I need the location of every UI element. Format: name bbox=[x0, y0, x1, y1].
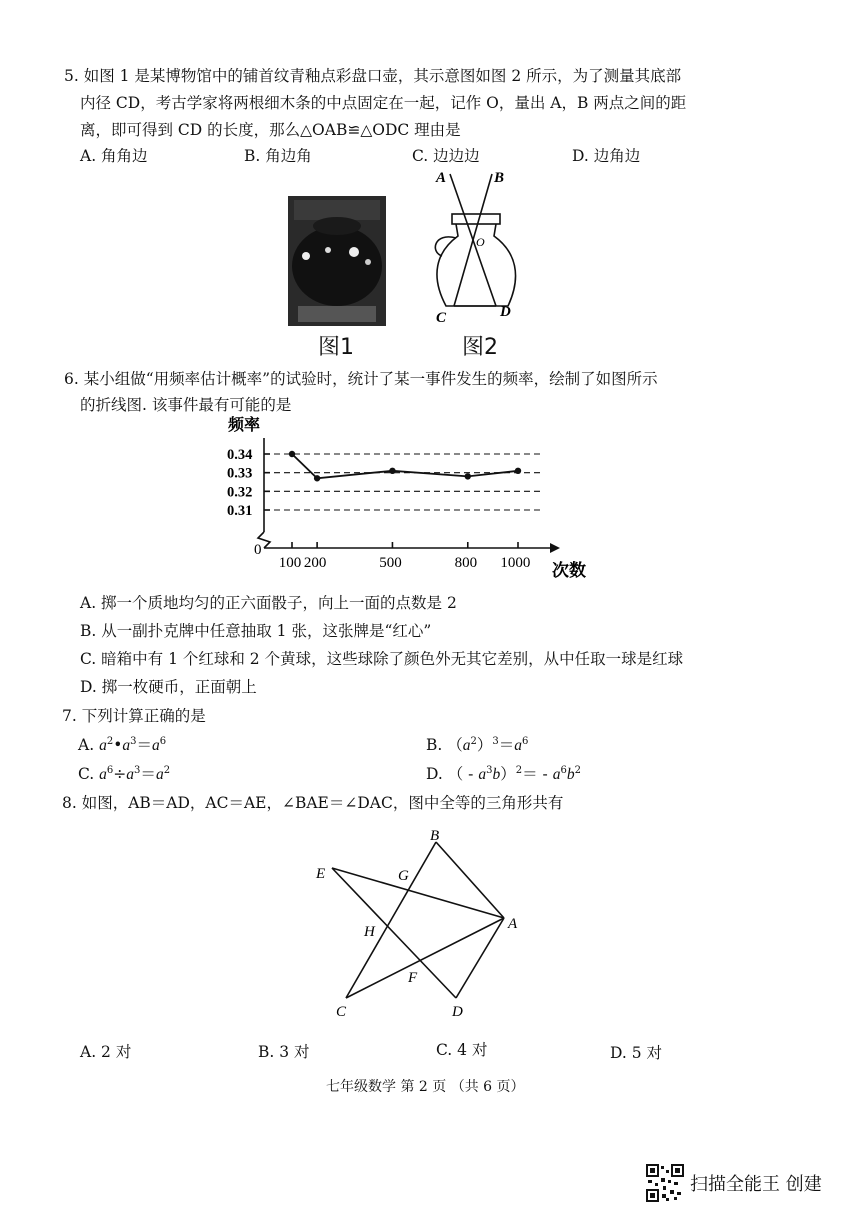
q7-option-b: B. $(a^2)^3=a^6$ bbox=[426, 735, 529, 754]
q8-option-c: C. 4 对 bbox=[436, 1041, 488, 1059]
x-tick-label-100: 100 bbox=[278, 555, 302, 571]
q5-option-a: A. 角角边 bbox=[80, 147, 148, 165]
schematic-label-o: O bbox=[476, 235, 485, 249]
fig8-label-e: E bbox=[316, 866, 326, 882]
q5-option-b: B. 角边角 bbox=[244, 147, 312, 165]
data-point-800 bbox=[465, 473, 471, 479]
page-footer: 七年级数学 第 2 页 （共 6 页） bbox=[326, 1079, 525, 1095]
chart-origin-label: 0 bbox=[254, 542, 262, 558]
fig8-label-h: H bbox=[364, 924, 375, 940]
fig8-label-c: C bbox=[336, 1004, 347, 1020]
q6-option-d: D. 掷一枚硬币，正面朝上 bbox=[80, 678, 257, 696]
schematic-label-a: A bbox=[436, 170, 447, 186]
x-tick-label-1000: 1000 bbox=[500, 555, 531, 571]
q7-option-d: D. （ - $a^3b)^2= - a^6b^2$ bbox=[426, 764, 581, 783]
fig8-label-f: F bbox=[408, 970, 418, 986]
data-point-100 bbox=[289, 451, 295, 457]
q6-stem-line-1: 6. 某小组做“用频率估计概率”的试验时，统计了某一事件发生的频率，绘制了如图所示 bbox=[64, 370, 658, 388]
q5-option-d: D. 边角边 bbox=[572, 147, 641, 165]
q5-option-c: C. 边边边 bbox=[412, 147, 480, 165]
q7-option-c: C. $a^6\div a^3=a^2$ bbox=[78, 764, 171, 783]
data-point-200 bbox=[314, 475, 320, 481]
x-tick-label-500: 500 bbox=[379, 555, 402, 571]
q6-stem-line-2: 的折线图. 该事件最有可能的是 bbox=[80, 396, 292, 414]
q5-stem-line-1: 5. 如图 1 是某博物馆中的铺首纹青釉点彩盘口壶，其示意图如图 2 所示，为了测量其底部 bbox=[64, 67, 682, 85]
x-tick-label-800: 800 bbox=[454, 555, 478, 571]
pot-schematic bbox=[416, 166, 536, 326]
q5-stem-line-2: 内径 CD，考古学家将两根细木条的中点固定在一起，记作 O，量出 A，B 两点之间的距 bbox=[80, 94, 687, 112]
data-point-500 bbox=[389, 468, 395, 474]
q5-stem-line-3: 离，即可得到 CD 的长度，那么△OAB≌△ODC 理由是 bbox=[80, 121, 461, 139]
y-tick-label-0.31: 0.31 bbox=[227, 503, 253, 519]
frequency-line-chart bbox=[214, 412, 614, 584]
y-tick-label-0.32: 0.32 bbox=[227, 484, 253, 501]
fig8-label-g: G bbox=[398, 868, 409, 884]
fig8-label-b: B bbox=[430, 828, 440, 844]
q7-stem: 7. 下列计算正确的是 bbox=[62, 707, 206, 725]
q8-option-a: A. 2 对 bbox=[80, 1043, 132, 1061]
watermark-text: 扫描全能王 创建 bbox=[690, 1174, 822, 1195]
fig8-label-d: D bbox=[452, 1004, 463, 1020]
data-point-1000 bbox=[515, 468, 521, 474]
fig8-label-a: A bbox=[508, 916, 518, 932]
schematic-label-d: D bbox=[500, 304, 511, 320]
schematic-label-c: C bbox=[436, 310, 447, 326]
schematic-label-b: B bbox=[494, 170, 505, 186]
q8-stem: 8. 如图，AB＝AD，AC＝AE，∠BAE＝∠DAC，图中全等的三角形共有 bbox=[62, 794, 564, 812]
pot-photo bbox=[288, 196, 386, 326]
x-axis-arrow bbox=[550, 543, 560, 553]
figure-2-caption: 图2 bbox=[462, 335, 498, 360]
q8-option-b: B. 3 对 bbox=[258, 1043, 310, 1061]
q6-option-c: C. 暗箱中有 1 个红球和 2 个黄球，这些球除了颜色外无其它差别，从中任取一球是红球 bbox=[80, 650, 684, 668]
figure-1-caption: 图1 bbox=[318, 335, 354, 360]
qr-code-icon bbox=[646, 1164, 684, 1202]
y-tick-label-0.33: 0.33 bbox=[227, 465, 253, 482]
q6-option-a: A. 掷一个质地均匀的正六面骰子，向上一面的点数是 2 bbox=[80, 594, 457, 612]
q6-option-b: B. 从一副扑克牌中任意抽取 1 张，这张牌是“红心” bbox=[80, 622, 432, 640]
x-tick-label-200: 200 bbox=[303, 555, 327, 571]
chart-ylabel: 频率 bbox=[228, 417, 261, 434]
q8-option-d: D. 5 对 bbox=[610, 1044, 663, 1062]
q7-option-a: A. $a^2•a^3=a^6$ bbox=[78, 735, 167, 754]
chart-xlabel: 次数 bbox=[552, 561, 586, 580]
geometry-figure bbox=[300, 822, 540, 1022]
y-tick-label-0.34: 0.34 bbox=[227, 447, 253, 463]
frequency-series-line bbox=[292, 454, 518, 478]
